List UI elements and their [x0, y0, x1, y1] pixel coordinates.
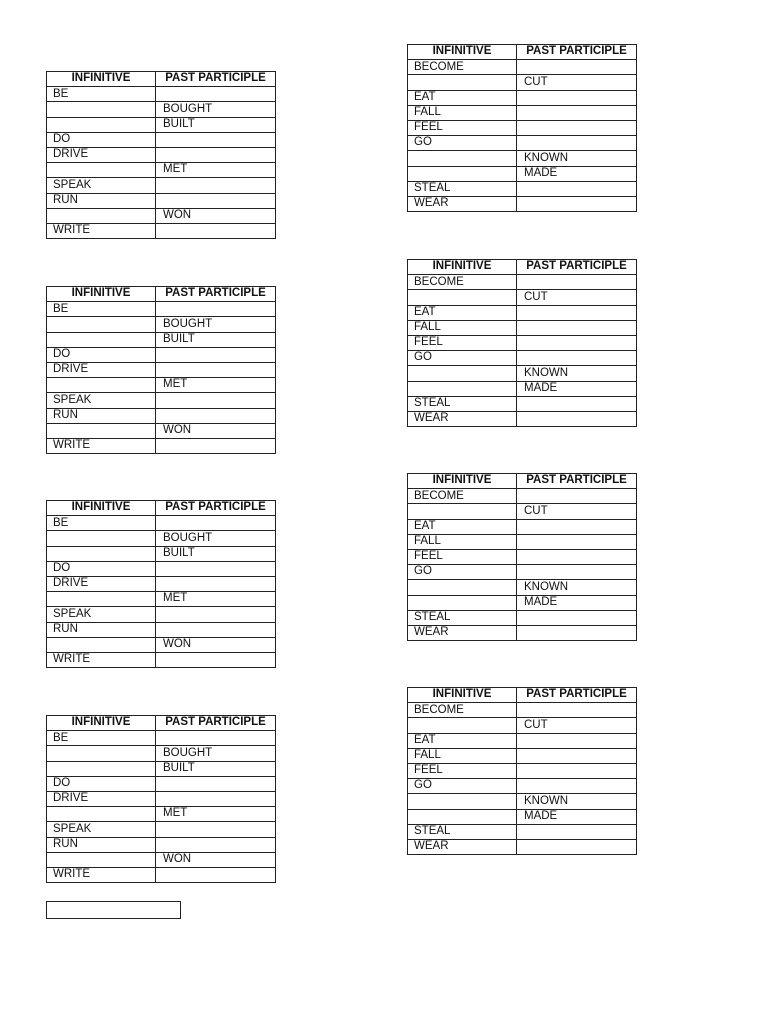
- table-row: [47, 423, 276, 438]
- past-participle-cell: WON: [156, 423, 276, 438]
- past-participle-cell: [517, 105, 637, 120]
- table-row: [408, 290, 637, 305]
- table-row: [408, 549, 637, 564]
- infinitive-cell: DO: [47, 347, 156, 362]
- past-participle-cell: [517, 748, 637, 763]
- table-row: [408, 703, 637, 718]
- past-participle-cell: [517, 565, 637, 580]
- past-participle-cell: [517, 625, 637, 640]
- table-row: [47, 362, 276, 377]
- infinitive-cell: WRITE: [47, 867, 156, 882]
- table-row: [408, 610, 637, 625]
- verb-table-left-1: [46, 71, 276, 239]
- infinitive-cell: FEEL: [408, 763, 517, 778]
- blank-answer-box: [46, 901, 181, 919]
- table-row: [408, 181, 637, 196]
- infinitive-cell: [408, 166, 517, 181]
- header-past-participle: PAST PARTICIPLE: [156, 287, 276, 302]
- table-header-row: [408, 474, 637, 489]
- infinitive-cell: [47, 531, 156, 546]
- past-participle-cell: [156, 302, 276, 317]
- past-participle-cell: BOUGHT: [156, 746, 276, 761]
- infinitive-cell: [47, 117, 156, 132]
- header-past-participle: PAST PARTICIPLE: [517, 474, 637, 489]
- past-participle-cell: [517, 411, 637, 426]
- infinitive-cell: FALL: [408, 320, 517, 335]
- past-participle-cell: [517, 275, 637, 290]
- table-row: [408, 809, 637, 824]
- table-row: [408, 748, 637, 763]
- header-infinitive: INFINITIVE: [408, 474, 517, 489]
- table-row: [47, 731, 276, 746]
- past-participle-cell: MET: [156, 378, 276, 393]
- table-header-row: [47, 287, 276, 302]
- table-row: [47, 652, 276, 667]
- infinitive-cell: STEAL: [408, 181, 517, 196]
- table-row: [408, 733, 637, 748]
- past-participle-cell: [517, 351, 637, 366]
- table-row: [408, 779, 637, 794]
- past-participle-cell: [156, 362, 276, 377]
- past-participle-cell: CUT: [517, 504, 637, 519]
- table-row: [408, 305, 637, 320]
- past-participle-cell: [156, 731, 276, 746]
- header-infinitive: INFINITIVE: [47, 501, 156, 516]
- past-participle-cell: [517, 335, 637, 350]
- table-row: [47, 576, 276, 591]
- past-participle-cell: [156, 776, 276, 791]
- past-participle-cell: BUILT: [156, 546, 276, 561]
- table-header-row: [408, 688, 637, 703]
- table-row: [47, 807, 276, 822]
- infinitive-cell: WEAR: [408, 196, 517, 211]
- infinitive-cell: EAT: [408, 519, 517, 534]
- past-participle-cell: CUT: [517, 718, 637, 733]
- infinitive-cell: RUN: [47, 408, 156, 423]
- table-row: [47, 746, 276, 761]
- table-row: [408, 351, 637, 366]
- table-header-row: [408, 45, 637, 60]
- past-participle-cell: [156, 516, 276, 531]
- infinitive-cell: [408, 580, 517, 595]
- table-row: [47, 332, 276, 347]
- infinitive-cell: SPEAK: [47, 607, 156, 622]
- header-past-participle: PAST PARTICIPLE: [517, 45, 637, 60]
- past-participle-cell: BUILT: [156, 117, 276, 132]
- infinitive-cell: SPEAK: [47, 393, 156, 408]
- table-row: [408, 151, 637, 166]
- infinitive-cell: BECOME: [408, 703, 517, 718]
- past-participle-cell: [517, 181, 637, 196]
- past-participle-cell: [156, 561, 276, 576]
- infinitive-cell: [408, 151, 517, 166]
- table-row: [408, 824, 637, 839]
- verb-table-left-3: [46, 500, 276, 668]
- past-participle-cell: KNOWN: [517, 580, 637, 595]
- past-participle-cell: [517, 136, 637, 151]
- past-participle-cell: WON: [156, 208, 276, 223]
- infinitive-cell: DO: [47, 776, 156, 791]
- infinitive-cell: BE: [47, 302, 156, 317]
- infinitive-cell: DRIVE: [47, 791, 156, 806]
- table-header-row: [408, 260, 637, 275]
- infinitive-cell: FALL: [408, 105, 517, 120]
- table-row: [408, 75, 637, 90]
- past-participle-cell: BOUGHT: [156, 317, 276, 332]
- infinitive-cell: STEAL: [408, 610, 517, 625]
- table-row: [47, 87, 276, 102]
- table-row: [47, 163, 276, 178]
- infinitive-cell: BE: [47, 87, 156, 102]
- past-participle-cell: MET: [156, 807, 276, 822]
- table-row: [47, 837, 276, 852]
- table-row: [408, 794, 637, 809]
- past-participle-cell: BOUGHT: [156, 102, 276, 117]
- infinitive-cell: DO: [47, 561, 156, 576]
- table-row: [47, 822, 276, 837]
- table-row: [408, 120, 637, 135]
- infinitive-cell: EAT: [408, 305, 517, 320]
- past-participle-cell: [156, 178, 276, 193]
- infinitive-cell: EAT: [408, 733, 517, 748]
- table-row: [47, 117, 276, 132]
- infinitive-cell: [47, 317, 156, 332]
- infinitive-cell: DRIVE: [47, 147, 156, 162]
- infinitive-cell: [47, 852, 156, 867]
- past-participle-cell: [517, 60, 637, 75]
- table-row: [408, 136, 637, 151]
- table-row: [47, 637, 276, 652]
- infinitive-cell: GO: [408, 351, 517, 366]
- infinitive-cell: [408, 366, 517, 381]
- table-row: [47, 622, 276, 637]
- past-participle-cell: [156, 393, 276, 408]
- past-participle-cell: [156, 347, 276, 362]
- past-participle-cell: [517, 763, 637, 778]
- infinitive-cell: WRITE: [47, 223, 156, 238]
- infinitive-cell: [408, 290, 517, 305]
- past-participle-cell: [156, 576, 276, 591]
- past-participle-cell: [156, 147, 276, 162]
- table-row: [47, 607, 276, 622]
- table-row: [408, 839, 637, 854]
- table-header-row: [47, 716, 276, 731]
- table-row: [47, 178, 276, 193]
- infinitive-cell: [47, 807, 156, 822]
- past-participle-cell: [517, 305, 637, 320]
- infinitive-cell: BECOME: [408, 60, 517, 75]
- infinitive-cell: [408, 381, 517, 396]
- header-past-participle: PAST PARTICIPLE: [156, 72, 276, 87]
- table-row: [47, 302, 276, 317]
- infinitive-cell: GO: [408, 136, 517, 151]
- past-participle-cell: [156, 223, 276, 238]
- past-participle-cell: [517, 703, 637, 718]
- infinitive-cell: EAT: [408, 90, 517, 105]
- infinitive-cell: [47, 546, 156, 561]
- infinitive-cell: BECOME: [408, 489, 517, 504]
- table-row: [408, 320, 637, 335]
- table-row: [47, 347, 276, 362]
- table-row: [408, 411, 637, 426]
- header-infinitive: INFINITIVE: [47, 72, 156, 87]
- past-participle-cell: KNOWN: [517, 794, 637, 809]
- verb-table-right-2: [407, 259, 637, 427]
- table-row: [408, 534, 637, 549]
- infinitive-cell: [47, 746, 156, 761]
- past-participle-cell: [156, 132, 276, 147]
- verb-table-left-4: [46, 715, 276, 883]
- infinitive-cell: SPEAK: [47, 178, 156, 193]
- header-infinitive: INFINITIVE: [47, 716, 156, 731]
- header-past-participle: PAST PARTICIPLE: [517, 260, 637, 275]
- header-infinitive: INFINITIVE: [47, 287, 156, 302]
- table-row: [47, 852, 276, 867]
- past-participle-cell: [156, 193, 276, 208]
- infinitive-cell: [408, 718, 517, 733]
- past-participle-cell: KNOWN: [517, 151, 637, 166]
- past-participle-cell: BOUGHT: [156, 531, 276, 546]
- verb-table-right-3: [407, 473, 637, 641]
- infinitive-cell: WRITE: [47, 652, 156, 667]
- past-participle-cell: MET: [156, 163, 276, 178]
- table-row: [47, 317, 276, 332]
- past-participle-cell: [156, 791, 276, 806]
- infinitive-cell: WEAR: [408, 411, 517, 426]
- infinitive-cell: GO: [408, 779, 517, 794]
- table-row: [408, 396, 637, 411]
- past-participle-cell: [517, 320, 637, 335]
- infinitive-cell: DRIVE: [47, 362, 156, 377]
- infinitive-cell: BE: [47, 731, 156, 746]
- infinitive-cell: [408, 504, 517, 519]
- header-infinitive: INFINITIVE: [408, 688, 517, 703]
- infinitive-cell: STEAL: [408, 824, 517, 839]
- past-participle-cell: [517, 549, 637, 564]
- header-past-participle: PAST PARTICIPLE: [156, 716, 276, 731]
- table-row: [408, 335, 637, 350]
- infinitive-cell: FALL: [408, 748, 517, 763]
- table-row: [408, 595, 637, 610]
- past-participle-cell: [517, 196, 637, 211]
- table-row: [47, 193, 276, 208]
- table-header-row: [47, 72, 276, 87]
- table-row: [408, 504, 637, 519]
- past-participle-cell: [517, 120, 637, 135]
- table-row: [408, 489, 637, 504]
- infinitive-cell: WEAR: [408, 625, 517, 640]
- table-row: [408, 166, 637, 181]
- table-row: [47, 592, 276, 607]
- infinitive-cell: [47, 332, 156, 347]
- table-row: [408, 625, 637, 640]
- table-row: [47, 546, 276, 561]
- past-participle-cell: MET: [156, 592, 276, 607]
- infinitive-cell: [47, 637, 156, 652]
- header-infinitive: INFINITIVE: [408, 260, 517, 275]
- table-row: [47, 531, 276, 546]
- infinitive-cell: DRIVE: [47, 576, 156, 591]
- table-row: [47, 208, 276, 223]
- past-participle-cell: BUILT: [156, 332, 276, 347]
- past-participle-cell: [156, 652, 276, 667]
- table-row: [47, 867, 276, 882]
- table-row: [408, 718, 637, 733]
- table-row: [47, 378, 276, 393]
- past-participle-cell: MADE: [517, 809, 637, 824]
- past-participle-cell: MADE: [517, 166, 637, 181]
- past-participle-cell: KNOWN: [517, 366, 637, 381]
- infinitive-cell: WEAR: [408, 839, 517, 854]
- table-row: [47, 102, 276, 117]
- infinitive-cell: FEEL: [408, 120, 517, 135]
- table-row: [47, 393, 276, 408]
- table-row: [47, 132, 276, 147]
- verb-table-right-4: [407, 687, 637, 855]
- past-participle-cell: MADE: [517, 381, 637, 396]
- past-participle-cell: [517, 610, 637, 625]
- table-row: [47, 147, 276, 162]
- table-row: [47, 561, 276, 576]
- infinitive-cell: FEEL: [408, 335, 517, 350]
- header-past-participle: PAST PARTICIPLE: [156, 501, 276, 516]
- infinitive-cell: [47, 592, 156, 607]
- table-row: [408, 105, 637, 120]
- table-header-row: [47, 501, 276, 516]
- past-participle-cell: [517, 519, 637, 534]
- infinitive-cell: [47, 761, 156, 776]
- table-row: [47, 776, 276, 791]
- table-row: [47, 791, 276, 806]
- past-participle-cell: MADE: [517, 595, 637, 610]
- infinitive-cell: [47, 423, 156, 438]
- table-row: [47, 516, 276, 531]
- table-row: [408, 366, 637, 381]
- past-participle-cell: [156, 408, 276, 423]
- infinitive-cell: SPEAK: [47, 822, 156, 837]
- table-row: [408, 580, 637, 595]
- infinitive-cell: [47, 208, 156, 223]
- table-row: [47, 761, 276, 776]
- table-row: [47, 438, 276, 453]
- past-participle-cell: [156, 867, 276, 882]
- past-participle-cell: WON: [156, 852, 276, 867]
- table-row: [408, 90, 637, 105]
- past-participle-cell: BUILT: [156, 761, 276, 776]
- infinitive-cell: [47, 163, 156, 178]
- infinitive-cell: RUN: [47, 837, 156, 852]
- past-participle-cell: CUT: [517, 75, 637, 90]
- infinitive-cell: [408, 595, 517, 610]
- infinitive-cell: FALL: [408, 534, 517, 549]
- infinitive-cell: BE: [47, 516, 156, 531]
- infinitive-cell: [408, 809, 517, 824]
- table-row: [408, 196, 637, 211]
- verb-table-right-1: [407, 44, 637, 212]
- past-participle-cell: [517, 824, 637, 839]
- table-row: [408, 519, 637, 534]
- infinitive-cell: STEAL: [408, 396, 517, 411]
- past-participle-cell: [517, 839, 637, 854]
- past-participle-cell: [156, 438, 276, 453]
- past-participle-cell: [156, 87, 276, 102]
- infinitive-cell: [47, 378, 156, 393]
- infinitive-cell: RUN: [47, 622, 156, 637]
- infinitive-cell: [47, 102, 156, 117]
- past-participle-cell: [517, 733, 637, 748]
- infinitive-cell: BECOME: [408, 275, 517, 290]
- past-participle-cell: [517, 396, 637, 411]
- table-row: [408, 60, 637, 75]
- infinitive-cell: DO: [47, 132, 156, 147]
- infinitive-cell: GO: [408, 565, 517, 580]
- past-participle-cell: [156, 607, 276, 622]
- past-participle-cell: [156, 622, 276, 637]
- table-row: [47, 408, 276, 423]
- infinitive-cell: FEEL: [408, 549, 517, 564]
- past-participle-cell: WON: [156, 637, 276, 652]
- table-row: [408, 763, 637, 778]
- past-participle-cell: [156, 837, 276, 852]
- infinitive-cell: WRITE: [47, 438, 156, 453]
- past-participle-cell: [517, 489, 637, 504]
- past-participle-cell: [517, 90, 637, 105]
- header-infinitive: INFINITIVE: [408, 45, 517, 60]
- past-participle-cell: [517, 779, 637, 794]
- verb-table-left-2: [46, 286, 276, 454]
- infinitive-cell: RUN: [47, 193, 156, 208]
- past-participle-cell: [517, 534, 637, 549]
- table-row: [408, 275, 637, 290]
- table-row: [47, 223, 276, 238]
- infinitive-cell: [408, 794, 517, 809]
- table-row: [408, 381, 637, 396]
- table-row: [408, 565, 637, 580]
- infinitive-cell: [408, 75, 517, 90]
- past-participle-cell: [156, 822, 276, 837]
- header-past-participle: PAST PARTICIPLE: [517, 688, 637, 703]
- past-participle-cell: CUT: [517, 290, 637, 305]
